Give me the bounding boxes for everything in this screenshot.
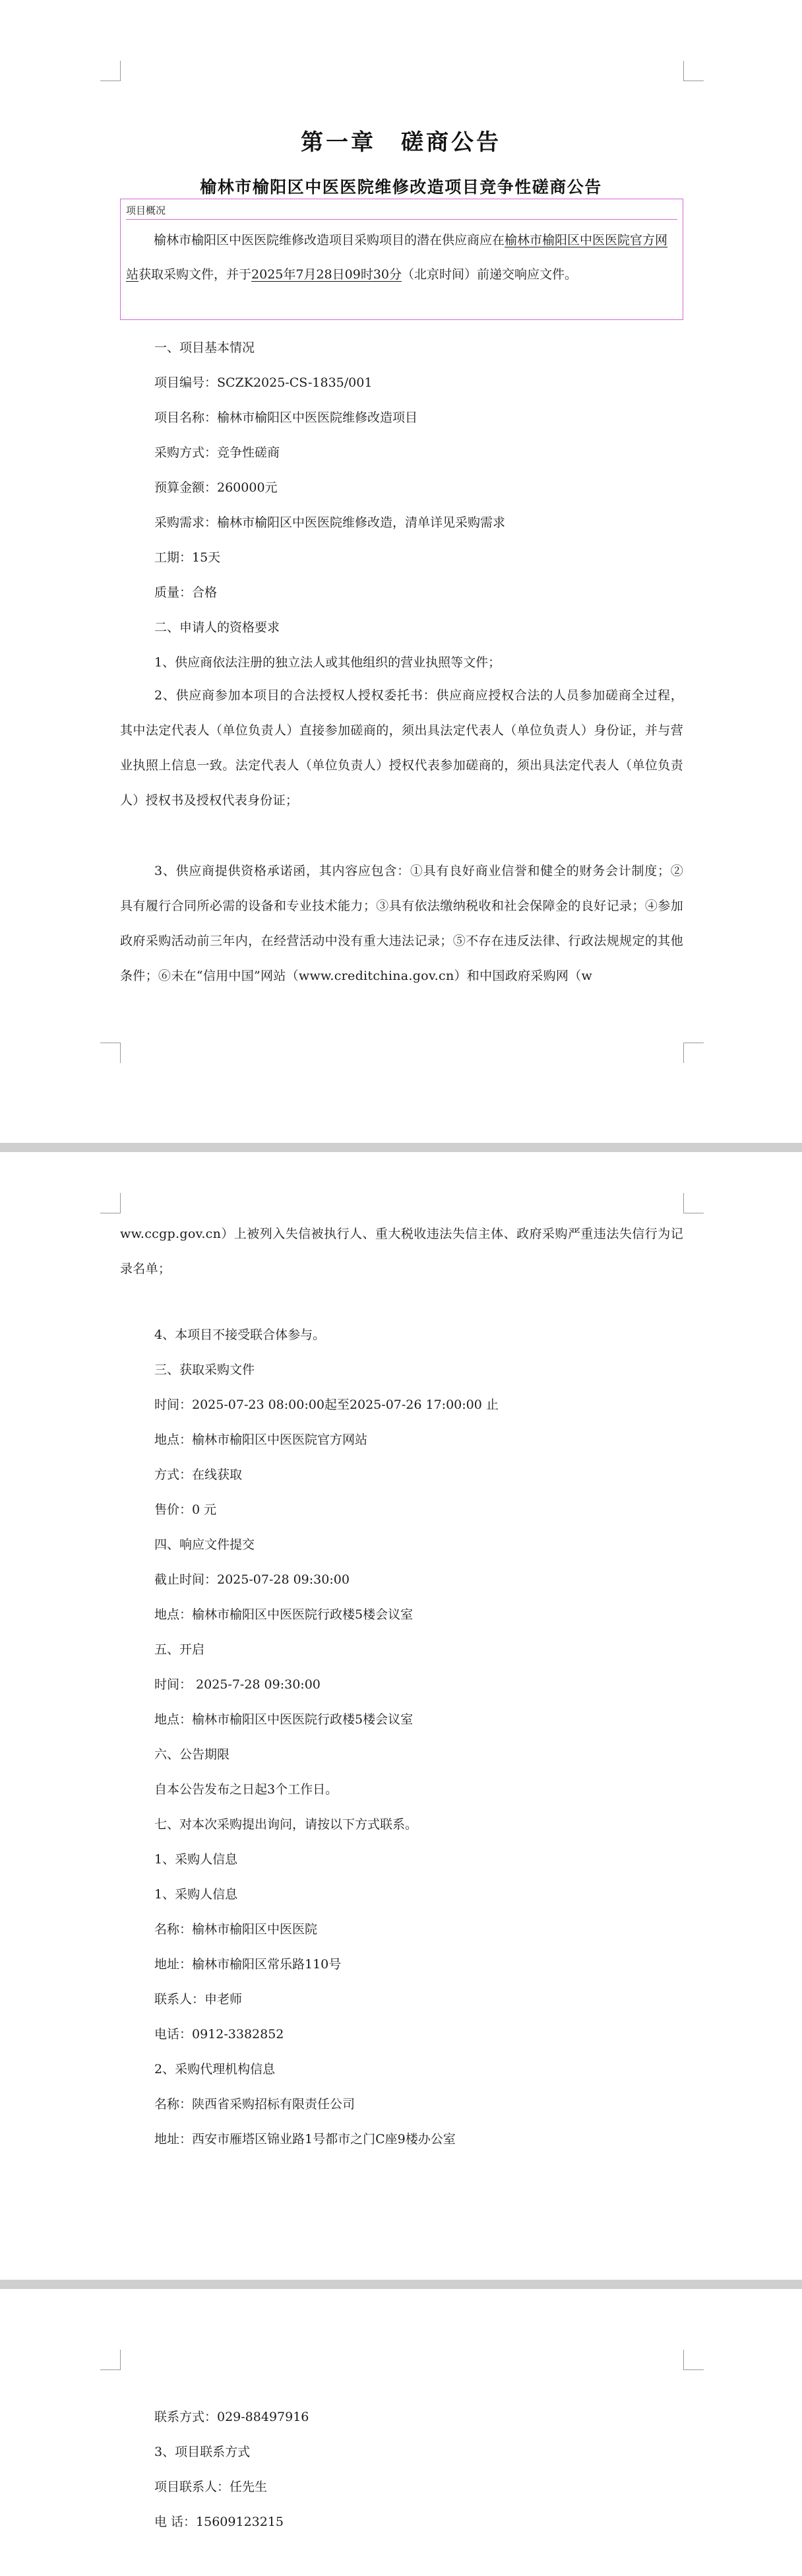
- document-page-3: [0, 2289, 802, 2576]
- qualification-item-2: 2、供应商参加本项目的合法授权人授权委托书：供应商应授权合法的人员参加磋商全过程，其中法定代表人（单位负责人）直接参加磋商的，须出具法定代表人（单位负责人）身份证，并与营业执照上信息一致。法定代表人（单位负责人）授权代表参加磋商的，须出具法定代表人（单位负责人）授权书及授权代表身份证；: [120, 688, 683, 808]
- purchaser-name: 名称：榆林市榆阳区中医医院: [154, 1922, 318, 1937]
- procurement-requirement: 采购需求：榆林市榆阳区中医医院维修改造，清单详见采购需求: [154, 515, 506, 530]
- document-page-2: [0, 1152, 802, 2280]
- divider: [126, 219, 677, 220]
- agency-name: 名称：陕西省采购招标有限责任公司: [154, 2097, 355, 2111]
- obtain-location: 地点：榆林市榆阳区中医医院官方网站: [154, 1433, 368, 1447]
- crop-mark: [100, 2350, 121, 2370]
- agency-phone: 联系方式：029-88497916: [154, 2410, 309, 2424]
- project-overview-text: [126, 223, 677, 292]
- qualification-item-3: 3、供应商提供资格承诺函，其内容应包含：①具有良好商业信誉和健全的财务会计制度；②具有履行合同所必需的设备和专业技术能力；③具有依法缴纳税收和社会保障金的良好记录；④参加政府采购活动前三年内，在经营活动中没有重大违法记录；⑤不存在违反法律、行政法规规定的其他条件；⑥未在“信用中国”网站（www.creditchina.gov.cn）和中国政府采购网（w: [120, 864, 683, 983]
- submission-deadline: 截止时间：2025-07-28 09:30:00: [154, 1572, 350, 1587]
- crop-mark: [100, 1043, 121, 1063]
- project-overview-label: 项目概况: [126, 205, 166, 216]
- purchaser-phone: 电话：0912-3382852: [154, 2027, 284, 2042]
- procurement-method: 采购方式：竞争性磋商: [154, 445, 280, 460]
- purchaser-info-heading: 1、采购人信息: [154, 1852, 238, 1867]
- document-page-1: [0, 0, 802, 1143]
- overview-deadline-underlined: 2025年7月28日09时30分: [251, 267, 402, 282]
- crop-mark: [683, 61, 704, 81]
- section-heading-7: 七、对本次采购提出询问，请按以下方式联系。: [154, 1817, 418, 1832]
- qualification-item-4: 4、本项目不接受联合体参与。: [154, 1328, 326, 1342]
- opening-time: 时间： 2025-7-28 09:30:00: [154, 1677, 321, 1692]
- overview-text-1: 榆林市榆阳区中医医院维修改造项目采购项目的潜在供应商应在: [154, 233, 505, 247]
- project-contact-person: 项目联系人：任先生: [154, 2480, 268, 2494]
- budget-amount: 预算金额：260000元: [154, 480, 278, 495]
- agency-info-heading: 2、采购代理机构信息: [154, 2062, 276, 2077]
- qualification-item-3-continued: ww.ccgp.gov.cn）上被列入失信被执行人、重大税收违法失信主体、政府采购严重违法失信行为记录名单；: [120, 1227, 683, 1276]
- project-overview-box: [120, 199, 683, 320]
- overview-website-underlined: 榆林市榆阳区中医医院官方网站: [126, 233, 668, 282]
- obtain-time: 时间：2025-07-23 08:00:00起至2025-07-26 17:00:00 止: [154, 1398, 499, 1412]
- announcement-period: 自本公告发布之日起3个工作日。: [154, 1782, 338, 1797]
- project-contact-phone: 电 话：15609123215: [154, 2515, 284, 2529]
- project-name: 项目名称：榆林市榆阳区中医医院维修改造项目: [154, 410, 418, 425]
- quality: 质量：合格: [154, 585, 218, 600]
- submission-location: 地点：榆林市榆阳区中医医院行政楼5楼会议室: [154, 1607, 414, 1622]
- project-number: 项目编号：SCZK2025-CS-1835/001: [154, 375, 373, 390]
- agency-address: 地址：西安市雁塔区锦业路1号都市之门C座9楼办公室: [154, 2132, 456, 2146]
- qualification-item-1: 1、供应商依法注册的独立法人或其他组织的营业执照等文件；: [154, 655, 501, 670]
- chapter-title: 第一章 磋商公告: [301, 129, 501, 156]
- crop-mark: [683, 2350, 704, 2370]
- crop-mark: [683, 1193, 704, 1213]
- purchaser-info-subheading: 1、采购人信息: [154, 1887, 238, 1902]
- construction-period: 工期：15天: [154, 550, 221, 565]
- section-heading-5: 五、开启: [154, 1642, 205, 1657]
- section-heading-1: 一、项目基本情况: [154, 340, 255, 355]
- overview-text-3: 获取采购文件，并于: [139, 267, 252, 282]
- opening-location: 地点：榆林市榆阳区中医医院行政楼5楼会议室: [154, 1712, 414, 1727]
- project-contact-heading: 3、项目联系方式: [154, 2445, 251, 2459]
- crop-mark: [100, 1193, 121, 1213]
- document-price: 售价：0 元: [154, 1502, 217, 1517]
- overview-text-5: （北京时间）前递交响应文件。: [402, 267, 578, 282]
- crop-mark: [100, 61, 121, 81]
- crop-mark: [683, 1043, 704, 1063]
- section-heading-6: 六、公告期限: [154, 1747, 230, 1762]
- obtain-method: 方式：在线获取: [154, 1467, 243, 1482]
- purchaser-address: 地址：榆林市榆阳区常乐路110号: [154, 1957, 342, 1972]
- section-heading-3: 三、获取采购文件: [154, 1363, 255, 1377]
- section-heading-4: 四、响应文件提交: [154, 1537, 255, 1552]
- section-heading-2: 二、申请人的资格要求: [154, 620, 280, 635]
- purchaser-contact: 联系人：申老师: [154, 1992, 243, 2007]
- announcement-title: 榆林市榆阳区中医医院维修改造项目竞争性磋商公告: [200, 177, 602, 197]
